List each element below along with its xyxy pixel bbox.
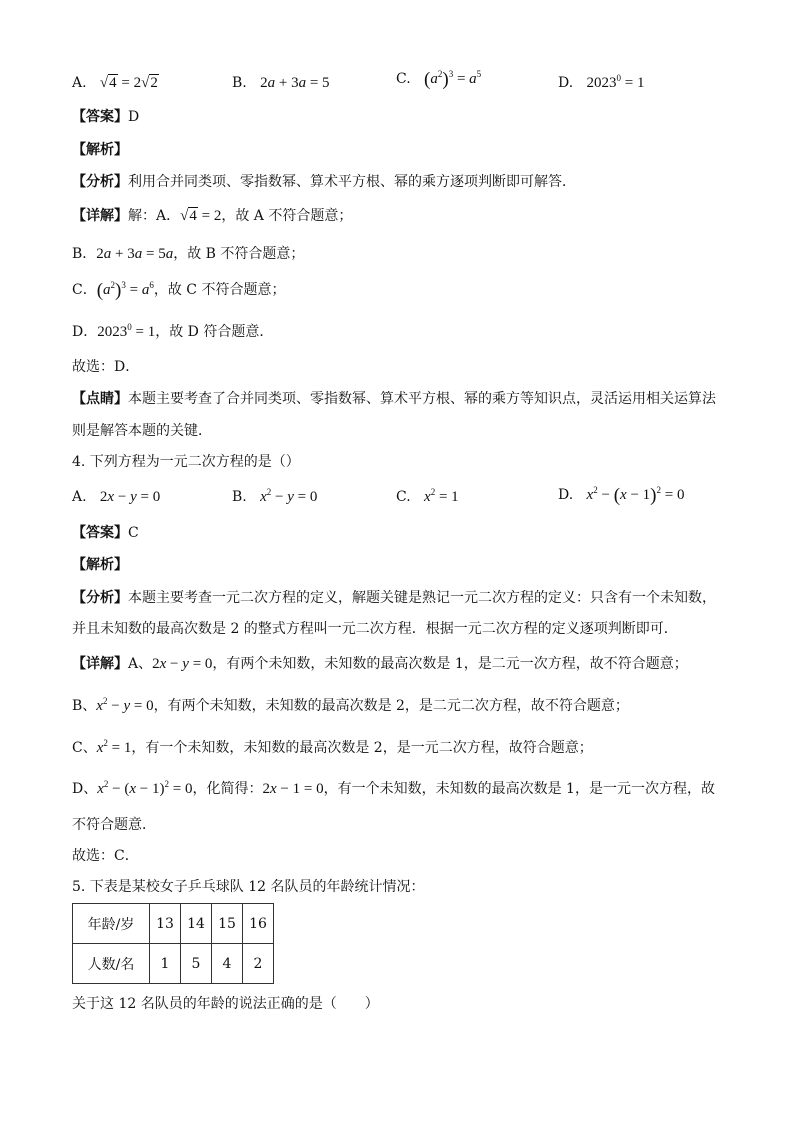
table-header-age: 年龄/岁: [73, 904, 150, 944]
table-cell: 13: [150, 904, 181, 944]
detail-prefix: C．: [72, 282, 97, 298]
q4-option-a: [72, 486, 160, 508]
fenxi-text: 并且未知数的最高次数是 2 的整式方程叫一元二次方程．根据一元二次方程的定义逐项判断即可．: [72, 621, 678, 637]
table-cell: 14: [181, 904, 212, 944]
option-expression: 2023$^0$ = 1: [586, 73, 645, 91]
option-letter: C.: [396, 489, 411, 505]
answer-value: D: [128, 109, 140, 125]
detail-prefix: C、: [72, 740, 97, 756]
detail-text: ，有两个未知数，未知数的最高次数是 2，是二元二次方程，故不符合题意；: [153, 698, 629, 714]
detail-prefix: B、: [72, 698, 97, 714]
table-header-count: 人数/名: [73, 944, 150, 984]
detail-text: ，有两个未知数，未知数的最高次数是 1，是二元一次方程，故不符合题意；: [212, 656, 688, 672]
choose-text: 故选：C．: [72, 848, 139, 864]
option-expression: $x^2 = 1$: [424, 487, 459, 505]
q4-jiexi-line: [72, 555, 128, 575]
q3-option-b: [232, 72, 330, 94]
q4-detail-d: [72, 779, 715, 799]
q3-detail-d: [72, 322, 273, 342]
q3-jiexi-line: [72, 140, 128, 160]
q4-detail-c: [72, 738, 593, 758]
detail-expression: 2023$^0$ = 1: [97, 322, 156, 340]
answer-tag: 【答案】: [72, 109, 128, 125]
q3-option-a: [72, 72, 159, 94]
detail-expression: $x^2 - y = 0$: [96, 696, 154, 714]
table-cell: 1: [150, 944, 181, 984]
option-letter: B.: [232, 489, 247, 505]
detail-expression: √4 = 2: [180, 208, 222, 224]
q3-dianjing-line1: [72, 389, 716, 409]
detail-text: ，故 A 不符合题意；: [221, 208, 353, 224]
fenxi-text: 利用合并同类项、零指数幂、算术平方根、幂的乘方逐项判断即可解答．: [128, 174, 576, 190]
choose-text: 故选：D．: [72, 359, 140, 375]
xiangjie-tag: 【详解】: [72, 208, 128, 224]
q3-detail-c: [72, 280, 285, 301]
table-cell: 2: [243, 944, 274, 984]
q4-answer-line: [72, 523, 139, 543]
detail-expression-simplified: 2x − 1 = 0: [262, 781, 324, 797]
q5-stem: [72, 877, 425, 897]
xiangjie-tag: 【详解】: [72, 656, 128, 672]
q4-choose: [72, 846, 139, 866]
option-expression: 2a + 3a = 5: [260, 75, 330, 91]
q4-fenxi-line2: [72, 619, 678, 639]
q3-detail-a: [72, 206, 352, 226]
fenxi-tag: 【分析】: [72, 174, 128, 190]
detail-prefix: D．: [72, 324, 98, 340]
jiexi-tag: 【解析】: [72, 557, 128, 573]
q4-fenxi-line1: [72, 588, 716, 608]
detail-expression: $x^2 - (x - 1)^2 = 0$: [97, 779, 193, 797]
table-cell: 5: [181, 944, 212, 984]
q3-detail-b: [72, 244, 304, 264]
answer-tag: 【答案】: [72, 525, 128, 541]
detail-text: ，故 C 不符合题意；: [153, 282, 286, 298]
detail-text: ，有一个未知数，未知数的最高次数是 2，是一元二次方程，故符合题意；: [131, 740, 593, 756]
detail-expression: $(a^2)^3 = a^6$: [96, 280, 154, 301]
option-letter: A.: [72, 75, 87, 91]
q3-choose: [72, 357, 139, 377]
detail-prefix: D、: [72, 781, 98, 797]
table-row-age: [73, 904, 274, 944]
dianjing-text: 则是解答本题的关键．: [72, 423, 212, 439]
q3-option-d: [558, 72, 645, 94]
table-row-count: [73, 944, 274, 984]
jiexi-tag: 【解析】: [72, 142, 128, 158]
dianjing-tag: 【点睛】: [72, 391, 128, 407]
question-stem: 5. 下表是某校女子乒乓球队 12 名队员的年龄统计情况：: [72, 879, 425, 895]
table-cell: 15: [212, 904, 243, 944]
detail-text: 不符合题意．: [72, 817, 156, 833]
option-letter: C.: [396, 71, 411, 87]
q3-option-c: [396, 68, 481, 91]
detail-prefix: B．: [72, 246, 97, 262]
detail-expression: 2x − y = 0: [152, 656, 213, 672]
answer-value: C: [128, 525, 139, 541]
option-letter: B.: [232, 75, 247, 91]
detail-expression: $x^2 = 1$: [96, 738, 132, 756]
option-expression: 2x − y = 0: [99, 489, 161, 505]
q3-fenxi-line: [72, 172, 576, 192]
q3-dianjing-line2: [72, 421, 212, 441]
option-expression: $(a^2)^3 = a^5$: [424, 69, 482, 90]
option-letter: A.: [72, 489, 87, 505]
option-letter: D.: [558, 487, 574, 503]
q4-option-c: [396, 486, 459, 508]
table-cell: 4: [212, 944, 243, 984]
fenxi-text: 本题主要考查一元二次方程的定义，解题关键是熟记一元二次方程的定义：只含有一个未知数，: [128, 590, 716, 606]
option-expression: √4 = 2√2: [99, 75, 158, 91]
option-expression: $x^2 - y = 0$: [260, 487, 318, 505]
q4-stem: [72, 452, 300, 472]
detail-expression: 2a + 3a = 5a: [96, 246, 174, 262]
question-stem: 4. 下列方程为一元二次方程的是（）: [72, 454, 300, 470]
question-text: 关于这 12 名队员的年龄的说法正确的是（ ）: [72, 996, 379, 1012]
detail-text: ，故 B 不符合题意；: [173, 246, 305, 262]
option-letter: D.: [558, 75, 574, 91]
fenxi-tag: 【分析】: [72, 590, 128, 606]
detail-prefix: 解：A．: [128, 208, 181, 224]
detail-text: ，有一个未知数，未知数的最高次数是 1，是一元一次方程，故: [323, 781, 715, 797]
q5-question: [72, 994, 379, 1014]
q4-option-b: [232, 486, 317, 508]
q3-answer-line: [72, 107, 139, 127]
option-expression: $x^2 - (x - 1)^2 = 0$: [586, 485, 685, 506]
dianjing-text: 本题主要考查了合并同类项、零指数幂、算术平方根、幂的乘方等知识点，灵活运用相关运算法: [128, 391, 716, 407]
q4-detail-d-line2: [72, 815, 156, 835]
table-cell: 16: [243, 904, 274, 944]
q4-detail-b: [72, 696, 629, 716]
q4-option-d: [558, 484, 684, 507]
age-statistics-table: [72, 903, 274, 984]
detail-prefix: A、: [128, 656, 153, 672]
detail-text: ，故 D 符合题意．: [155, 324, 274, 340]
detail-text: ，化简得：: [192, 781, 263, 797]
q4-detail-a: [72, 654, 688, 674]
